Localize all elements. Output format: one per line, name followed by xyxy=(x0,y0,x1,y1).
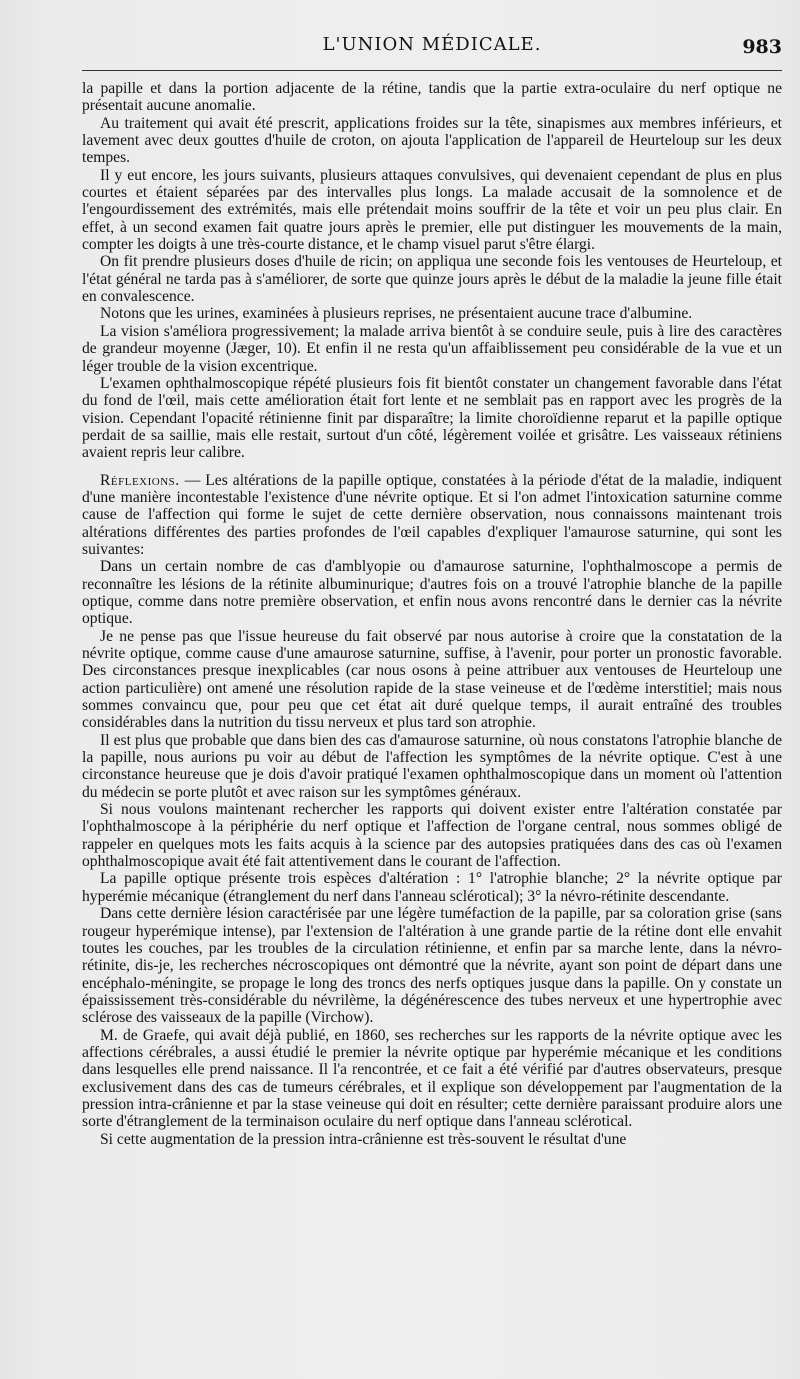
header-rule xyxy=(82,70,782,71)
paragraph: Dans cette dernière lésion caractérisée par une légère tuméfaction de la papille, par sa coloration grise (sans rougeur hyperémique intense), par l'extension de l'altération à une grande partie de la rétine dont elle envahit toutes les couches, par les troubles de la circulation rétinienne, et enfin par sa marche lente, dans la névro-rétinite, dis-je, les recherches nécroscopiques ont démontré que la névrite, ayant son point de départ dans une encéphalo-méningite, se propage le long des troncs des nerfs optiques jusque dans la papille. On y constate un épaississement très-considérable du névrilème, la dégénérescence des tubes nerveux et une hypertrophie avec sclérose des vaisseaux de la papille (Virchow). xyxy=(82,905,782,1027)
paragraph: Au traitement qui avait été prescrit, applications froides sur la tête, sinapismes aux membres inférieurs, et lavement avec deux gouttes d'huile de croton, on ajouta l'application de l'appareil de Heurteloup sur les deux tempes. xyxy=(82,114,782,167)
page-header xyxy=(82,34,782,64)
paragraph: Je ne pense pas que l'issue heureuse du fait observé par nous autorise à croire que la constatation de la névrite optique, comme cause d'une amaurose saturnine, suffise, à l'avenir, pour porter un pronostic favorable. Des circonstances presque inexplicables (car nous osons à peine attribuer aux ventouses de Heurteloup une action particulière) ont amené une résolution rapide de la stase veineuse et de l'œdème interstitiel; mais nous sommes convaincu que, pour peu que cet état ait duré quelque temps, il aurait entraîné des troubles considérables dans la nutrition du tissu nerveux et plus tard son atrophie. xyxy=(82,627,782,732)
paragraph: La papille optique présente trois espèces d'altération : 1° l'atrophie blanche; 2° la névrite optique par hyperémie mécanique (étranglement du nerf dans l'anneau sclérotical); 3° la névro-rétinite descendante. xyxy=(82,870,782,905)
paragraph: Notons que les urines, examinées à plusieurs reprises, ne présentaient aucune trace d'albumine. xyxy=(100,305,693,323)
paragraph: Il y eut encore, les jours suivants, plusieurs attaques convulsives, qui devenaient cependant de plus en plus courtes et étaient séparées par des intervalles plus longs. La malade accusait de la somnolence et de l'engourdissement des extrémités, mais elle prétendait moins souffrir de la tête et voir un peu plus clair. En effet, à un second examen fait quatre jours après le premier, elle put distinguer les mouvements de la main, compter les doigts à une très-courte distance, et le champ visuel parut s'être élargi. xyxy=(82,166,782,254)
paragraph: M. de Graefe, qui avait déjà publié, en 1860, ses recherches sur les rapports de la névrite optique avec les affections cérébrales, a aussi étudié le premier la névrite optique par hyperémie mécanique et les conditions dans lesquelles elle prend naissance. Il l'a rencontrée, et ce fait a été vérifié par d'autres observateurs, presque exclusivement dans des cas de tumeurs cérébrales, et il explique son développement par l'augmentation de la pression intra-crânienne et par la stase veineuse qui doit en résulter; cette dernière paraissant produire alors une sorte d'étranglement de la terminaison oculaire du nerf optique dans l'anneau sclérotical. xyxy=(82,1026,782,1131)
paragraph: Si cette augmentation de la pression intra-crânienne est très-souvent le résultat d'une xyxy=(100,1130,627,1148)
paragraph: On fit prendre plusieurs doses d'huile de ricin; on appliqua une seconde fois les ventouses de Heurteloup, et l'état général ne tarda pas à s'améliorer, de sorte que quinze jours après le début de la maladie la jeune fille était en convalescence. xyxy=(82,253,782,306)
paragraph: Si nous voulons maintenant rechercher les rapports qui doivent exister entre l'altération constatée par l'ophthalmoscope à la périphérie du nerf optique et l'affection de l'organe central, nous sommes obligé de rappeler en quelques mots les faits acquis à la science par des autopsies pratiquées dans des cas où l'examen ophthalmoscopique avait été fait attentivement dans le courant de l'affection. xyxy=(82,801,782,871)
paragraph: Dans un certain nombre de cas d'amblyopie ou d'amaurose saturnine, l'ophthalmoscope a permis de reconnaître les lésions de la rétinite albuminurique; d'autres fois on a trouvé l'atrophie blanche de la papille optique, comme dans notre première observation, et enfin nous avons rencontré dans le dernier cas la névrite optique. xyxy=(82,558,782,628)
paragraph: Il est plus que probable que dans bien des cas d'amaurose saturnine, où nous constatons l'atrophie blanche de la papille, nous aurions pu voir au début de l'affection les symptômes de la névrite optique. C'est à une circonstance heureuse que je dois d'avoir pratiqué l'examen ophthalmoscopique dans un moment où l'attention du médecin se porte plutôt et avec raison sur les symptômes généraux. xyxy=(82,731,782,801)
reflexions-text: — Les altérations de la papille optique, constatées à la période d'état de la maladie, indiquent d'une manière incontestable l'existence d'une névrite optique. Et si l'on admet l'intoxication saturnine comme cause de l'affection qui forme le sujet de cette dernière observation, nous connaissons maintenant trois altérations différentes des parties profondes de l'œil capables d'expliquer l'amaurose saturnine, qui sont les suivantes: xyxy=(82,471,782,558)
reflexions-label: Réflexions. xyxy=(100,471,180,489)
page-number: 983 xyxy=(742,36,782,58)
paragraph: L'examen ophthalmoscopique répété plusieurs fois fit bientôt constater un changement favorable dans l'état du fond de l'œil, mais cette amélioration était fort lente et ne semblait pas en rapport avec les progrès de la vision. Cependant l'opacité rétinienne finit par disparaître; la limite choroïdienne reparut et la papille optique perdait de sa saillie, mais elle restait, surtout d'un côté, légèrement voilée et grisâtre. Les vaisseaux rétiniens avaient repris leur calibre. xyxy=(82,374,782,462)
reflexions-paragraph xyxy=(82,472,782,559)
body-text xyxy=(82,80,782,1148)
paragraph: La vision s'améliora progressivement; la malade arriva bientôt à se conduire seule, puis à lire des caractères de grandeur moyenne (Jæger, 10). Et enfin il ne resta qu'un affaiblissement peu considérable de la vue et un léger trouble de la vision excentrique. xyxy=(82,322,782,375)
running-title: L'UNION MÉDICALE. xyxy=(322,34,542,55)
paragraph: la papille et dans la portion adjacente de la rétine, tandis que la partie extra-oculaire du nerf optique ne présentait aucune anomalie. xyxy=(82,80,782,115)
